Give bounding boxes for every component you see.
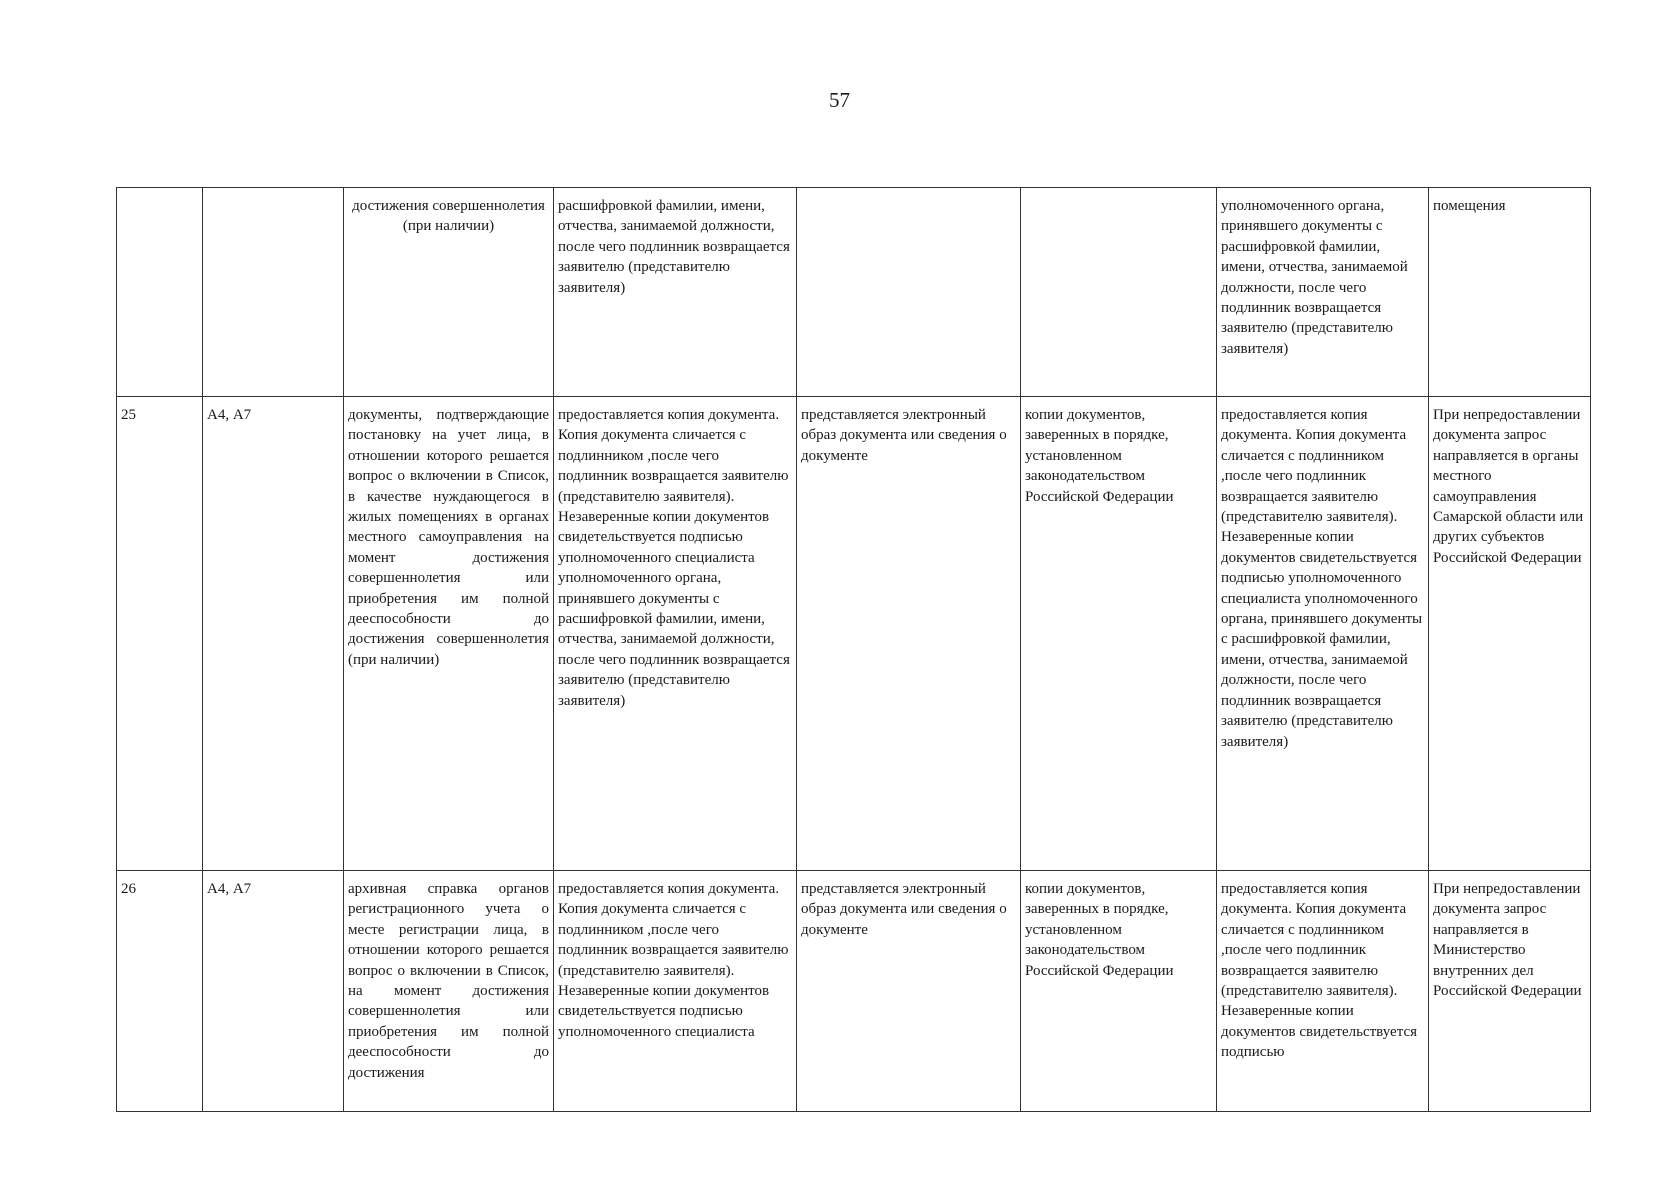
submission-cell: предоставляется копия документа. Копия документа сличается с подлинником ,после чего подлинник возвращается заявителю (представителю заявителя). Незаверенные копии документов свидетельствуется подписью	[1217, 871, 1429, 1112]
code-cell	[203, 188, 344, 397]
table-row	[117, 188, 1591, 397]
row-number-cell: 25	[117, 397, 203, 871]
submission-cell: уполномоченного органа, принявшего документы с расшифровкой фамилии, имени, отчества, занимаемой должности, после чего подлинник возвращается заявителю (представителю заявителя)	[1217, 188, 1429, 397]
copies-cell: копии документов, заверенных в порядке, установленном законодательством Российской Федерации	[1021, 397, 1217, 871]
note-cell: При непредоставлении документа запрос направляется в Министерство внутренних дел Российской Федерации	[1429, 871, 1591, 1112]
copy-requirement-cell: предоставляется копия документа. Копия документа сличается с подлинником ,после чего подлинник возвращается заявителю (представителю заявителя). Незаверенные копии документов свидетельствуется подписью уполномоченного специалиста уполномоченного органа, принявшего документы с расшифровкой фамилии, имени, отчества, занимаемой должности, после чего подлинник возвращается заявителю (представителю заявителя)	[554, 397, 797, 871]
code-cell: А4, А7	[203, 871, 344, 1112]
electronic-form-cell: представляется электронный образ документа или сведения о документе	[797, 871, 1021, 1112]
note-cell: При непредоставлении документа запрос направляется в органы местного самоуправления Самарской области или других субъектов Российской Федерации	[1429, 397, 1591, 871]
table-row	[117, 871, 1591, 1112]
copies-cell: копии документов, заверенных в порядке, установленном законодательством Российской Федерации	[1021, 871, 1217, 1112]
electronic-form-cell	[797, 188, 1021, 397]
note-cell: помещения	[1429, 188, 1591, 397]
copy-requirement-cell: расшифровкой фамилии, имени, отчества, занимаемой должности, после чего подлинник возвращается заявителю (представителю заявителя)	[554, 188, 797, 397]
copy-requirement-cell: предоставляется копия документа. Копия документа сличается с подлинником ,после чего подлинник возвращается заявителю (представителю заявителя). Незаверенные копии документов свидетельствуется подписью уполномоченного специалиста	[554, 871, 797, 1112]
document-name-cell: архивная справка органов регистрационного учета о месте регистрации лица, в отношении которого решается вопрос о включении в Список, на момент достижения совершеннолетия или приобретения им полной дееспособности до достижения	[344, 871, 554, 1112]
row-number-cell	[117, 188, 203, 397]
copies-cell	[1021, 188, 1217, 397]
electronic-form-cell: представляется электронный образ документа или сведения о документе	[797, 397, 1021, 871]
documents-table	[116, 187, 1591, 1112]
table-row	[117, 397, 1591, 871]
document-name-cell: документы, подтверждающие постановку на учет лица, в отношении которого решается вопрос о включении в Список, в качестве нуждающегося в жилых помещениях в органах местного самоуправления на момент достижения совершеннолетия или приобретения им полной дееспособности до достижения совершеннолетия (при наличии)	[344, 397, 554, 871]
row-number-cell: 26	[117, 871, 203, 1112]
page-number: 57	[829, 88, 850, 112]
document-name-cell: достижения совершеннолетия (при наличии)	[344, 188, 554, 397]
submission-cell: предоставляется копия документа. Копия документа сличается с подлинником ,после чего подлинник возвращается заявителю (представителю заявителя). Незаверенные копии документов свидетельствуется подписью уполномоченного специалиста уполномоченного органа, принявшего документы с расшифровкой фамилии, имени, отчества, занимаемой должности, после чего подлинник возвращается заявителю (представителю заявителя)	[1217, 397, 1429, 871]
code-cell: А4, А7	[203, 397, 344, 871]
